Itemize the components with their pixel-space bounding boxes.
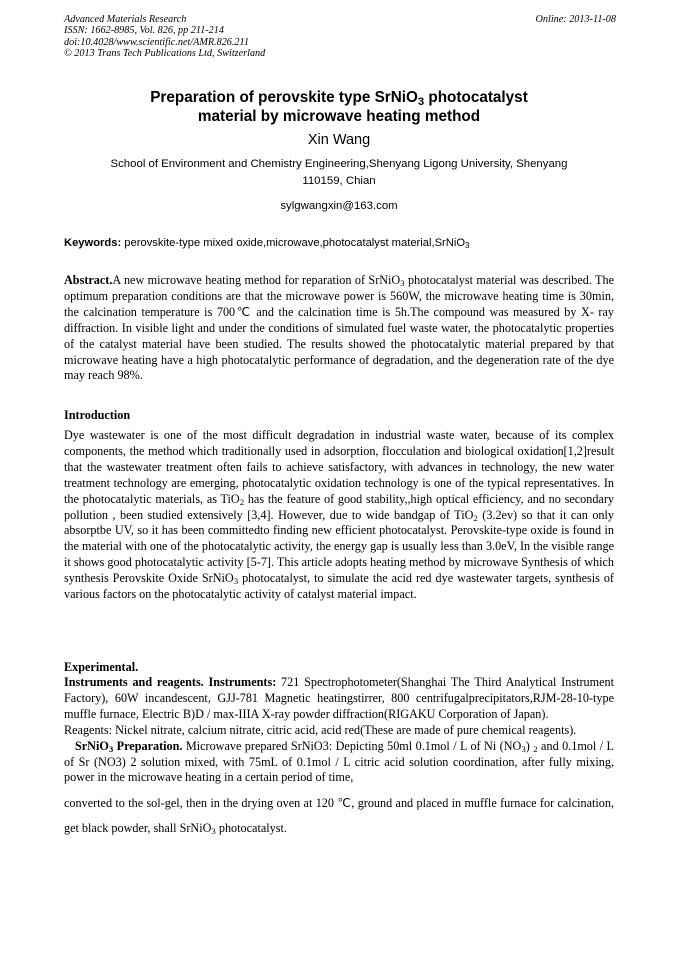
- preparation-paragraph-cont: converted to the sol-gel, then in the drying oven at 120 ℃, ground and placed in muffle furnace for calcination, get black powder, shall SrNiO$_3$ photocatalyst.: [64, 796, 614, 837]
- online-date: Online: 2013-11-08: [535, 14, 616, 25]
- issn-line: ISSN: 1662-8985, Vol. 826, pp 211-214: [64, 25, 224, 37]
- preparation-paragraph: SrNiO$_3$ Preparation. Microwave prepared SrNiO3: Depicting 50ml 0.1mol / L of Ni $(NO_3)$ $_2$ and 0.1mol / L of Sr (NO3) 2 solution mixed, with 75mL of 0.1mol / L citric acid solution coordination, after fully mixing, power in the microwave heating in a certain period of time,: [64, 738, 614, 785]
- journal-name: Advanced Materials Research: [64, 14, 187, 25]
- author-email: sylgwangxin@163.com: [280, 200, 398, 212]
- introduction-body: Dye wastewater is one of the most difficult degradation in industrial waste water, because of its complex components, the method which traditionally used in adsorption, flocculation and biological oxidation[1,2]result that the wastewater treatment often fails to achieve satisfactory, with advances in technology, the new water treatment technology are emerging, photocatalytic oxidation technology is one of the typical representatives. In the photocatalytic materials, as TiO$_2$ has the feature of good stability,,high optical efficiency, and no secondary pollution , been studied extensively [3,4]. However, due to wide bandgap of TiO$_2$ (3.2ev) so that it can only absorptbe UV, so it has been committedto finding new efficient photocatalyst. Perovskite-type oxide is found in the material with one of the photocatalytic activity, the energy gap is usually less than 3.0eV, In the visible range it shows good photocatalytic activity [5-7]. This article adopts heating method by microwave Synthesis of which synthesis Perovskite Oxide SrNiO$_3$ photocatalyst, to simulate the acid red dye wastewater targets, synthesis of various factors on the photocatalytic activity of catalyst material impact.: [64, 428, 614, 602]
- author-name: Xin Wang: [307, 132, 371, 148]
- abstract: Abstract.A new microwave heating method for reparation of SrNiO$_3$ photocatalyst material was described. The optimum preparation conditions are that the microwave power is 560W, the microwave heating time is 30min, the calcination temperature is 700℃ and the calcination time is 5h.The compound was measured by X- ray diffraction. In visible light and under the conditions of simulated fuel waste water, the photocatalytic properties of the catalyst material have been studied. The results showed the photocatalytic material prepared by that microwave heating have a high photocatalytic performance of degradation, and the degeneration rate of the dye may reach 98%.: [64, 273, 614, 383]
- abstract-label: Abstract.: [64, 273, 113, 287]
- introduction-heading: Introduction: [64, 408, 131, 422]
- experimental-heading: Experimental.: [64, 660, 139, 674]
- doi-line: doi:10.4028/www.scientific.net/AMR.826.211: [64, 36, 249, 48]
- affiliation: School of Environment and Chemistry Engineering,Shenyang Ligong University, Shenyang 110159, Chian: [110, 158, 568, 187]
- journal-header: [64, 14, 265, 60]
- keywords-label: Keywords:: [64, 237, 122, 249]
- title-line-2: material by microwave heating method: [197, 108, 481, 125]
- title-line-1: Preparation of perovskite type SrNiO$_3$ photocatalyst: [150, 89, 528, 108]
- paper-title: [64, 88, 614, 126]
- reagents-paragraph: Reagents: Nickel nitrate, calcium nitrate, citric acid, acid red(These are made of pure chemical reagents).: [64, 722, 577, 737]
- copyright-line: © 2013 Trans Tech Publications Ltd, Switzerland: [64, 48, 266, 60]
- keywords: Keywords: perovskite-type mixed oxide,microwave,photocatalyst material,SrNiO$_3$: [64, 237, 470, 251]
- instruments-paragraph: Instruments and reagents. Instruments: 721 Spectrophotometer(Shanghai The Third Analytical Instrument Factory), 60W incandescent, GJJ-781 Magnetic heatingstirrer, 800 centrifugalprecipitators,RJM-28-10-type muffle furnace, Electric B)D / max-IIIA X-ray powder diffraction(RIGAKU Corporation of Japan).: [64, 675, 614, 721]
- experimental-body: [64, 675, 614, 841]
